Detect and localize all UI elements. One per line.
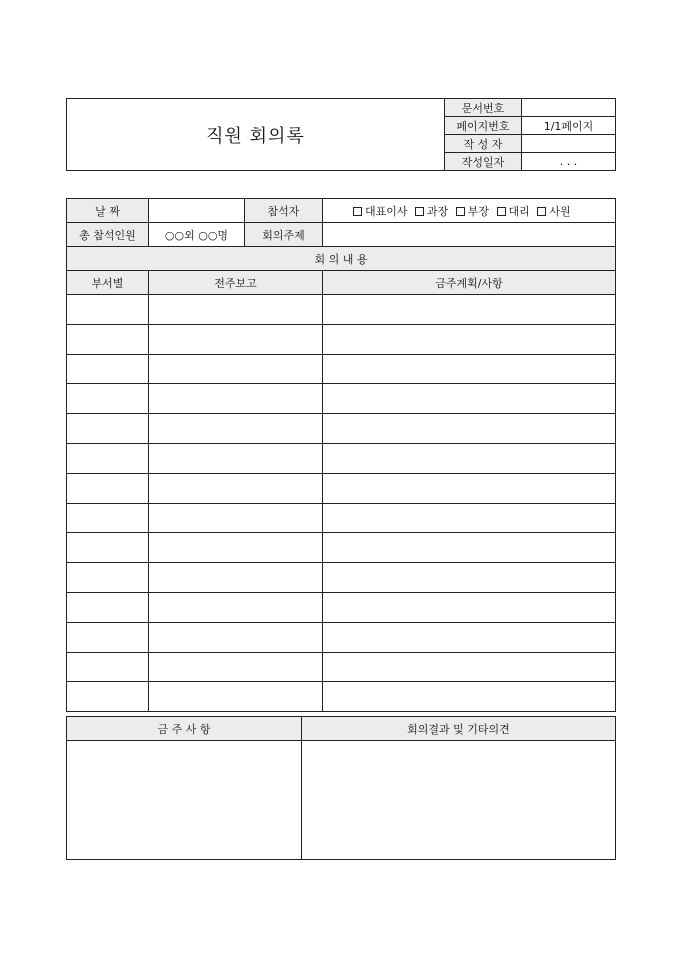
last-week-report-cell[interactable] (149, 652, 323, 682)
meta-label-author: 작 성 자 (445, 135, 522, 153)
this-week-plan-cell[interactable] (323, 592, 616, 622)
this-week-plan-cell[interactable] (323, 295, 616, 325)
table-row (67, 622, 616, 652)
department-cell[interactable] (67, 473, 149, 503)
table-row (67, 503, 616, 533)
table-row (67, 295, 616, 325)
department-cell[interactable] (67, 533, 149, 563)
this-week-plan-cell[interactable] (323, 354, 616, 384)
this-week-plan-cell[interactable] (323, 443, 616, 473)
attendee-option-staff[interactable]: 사원 (537, 205, 570, 218)
checkbox-icon[interactable] (497, 207, 506, 216)
last-week-report-cell[interactable] (149, 592, 323, 622)
table-row (67, 414, 616, 444)
this-week-plan-cell[interactable] (323, 563, 616, 593)
this-week-plan-cell[interactable] (323, 503, 616, 533)
meeting-content-title: 회 의 내 용 (67, 247, 616, 271)
meta-value-author[interactable] (522, 135, 616, 153)
attendees-label: 참석자 (245, 199, 323, 223)
last-week-report-cell[interactable] (149, 563, 323, 593)
department-cell[interactable] (67, 563, 149, 593)
column-header-last-week: 전주보고 (149, 271, 323, 295)
attendee-option-assistant-manager[interactable]: 대리 (497, 205, 530, 218)
meta-label-doc-number: 문서번호 (445, 99, 522, 117)
last-week-report-cell[interactable] (149, 324, 323, 354)
meta-value-doc-number[interactable] (522, 99, 616, 117)
meeting-rows (67, 295, 616, 712)
table-row (67, 443, 616, 473)
last-week-report-cell[interactable] (149, 443, 323, 473)
table-row (67, 592, 616, 622)
date-label: 날 짜 (67, 199, 149, 223)
this-week-plan-cell[interactable] (323, 414, 616, 444)
meta-label-page-number: 페이지번호 (445, 117, 522, 135)
attendee-option-manager[interactable]: 과장 (415, 205, 448, 218)
attendee-option-general-manager[interactable]: 부장 (456, 205, 489, 218)
this-week-plan-cell[interactable] (323, 384, 616, 414)
last-week-report-cell[interactable] (149, 503, 323, 533)
attendee-option-ceo[interactable]: 대표이사 (353, 205, 408, 218)
department-cell[interactable] (67, 443, 149, 473)
date-value[interactable] (149, 199, 245, 223)
department-cell[interactable] (67, 324, 149, 354)
table-row (67, 682, 616, 712)
checkbox-icon[interactable] (353, 207, 362, 216)
meta-value-created-date[interactable]: . . . (522, 153, 616, 171)
table-row (67, 324, 616, 354)
this-week-plan-cell[interactable] (323, 622, 616, 652)
this-week-plan-cell[interactable] (323, 682, 616, 712)
table-row (67, 533, 616, 563)
department-cell[interactable] (67, 354, 149, 384)
table-row (67, 354, 616, 384)
this-week-plan-cell[interactable] (323, 533, 616, 563)
checkbox-icon[interactable] (415, 207, 424, 216)
column-header-department: 부서별 (67, 271, 149, 295)
column-header-this-week: 금주계획/사항 (323, 271, 616, 295)
last-week-report-cell[interactable] (149, 414, 323, 444)
department-cell[interactable] (67, 384, 149, 414)
attendee-options (323, 199, 616, 223)
meeting-table (66, 198, 616, 712)
last-week-report-cell[interactable] (149, 354, 323, 384)
checkbox-icon[interactable] (456, 207, 465, 216)
meta-value-page-number: 1/1페이지 (522, 117, 616, 135)
department-cell[interactable] (67, 652, 149, 682)
table-row (67, 384, 616, 414)
notes-table (66, 716, 616, 860)
last-week-report-cell[interactable] (149, 384, 323, 414)
department-cell[interactable] (67, 295, 149, 325)
this-week-notes-title: 금 주 사 항 (67, 717, 302, 741)
last-week-report-cell[interactable] (149, 295, 323, 325)
department-cell[interactable] (67, 414, 149, 444)
total-attendees-value[interactable]: ○○외 ○○명 (149, 223, 245, 247)
this-week-plan-cell[interactable] (323, 324, 616, 354)
checkbox-icon[interactable] (537, 207, 546, 216)
topic-value[interactable] (323, 223, 616, 247)
page-title: 직원 회의록 (67, 99, 445, 171)
meeting-results-title: 회의결과 및 기타의견 (302, 717, 616, 741)
topic-label: 회의주제 (245, 223, 323, 247)
department-cell[interactable] (67, 503, 149, 533)
last-week-report-cell[interactable] (149, 682, 323, 712)
last-week-report-cell[interactable] (149, 533, 323, 563)
table-row (67, 473, 616, 503)
table-row (67, 563, 616, 593)
last-week-report-cell[interactable] (149, 622, 323, 652)
department-cell[interactable] (67, 682, 149, 712)
meeting-results-area[interactable] (302, 741, 616, 860)
meta-label-created-date: 작성일자 (445, 153, 522, 171)
table-row (67, 652, 616, 682)
document-header (66, 98, 616, 171)
this-week-plan-cell[interactable] (323, 473, 616, 503)
department-cell[interactable] (67, 592, 149, 622)
total-attendees-label: 총 참석인원 (67, 223, 149, 247)
this-week-plan-cell[interactable] (323, 652, 616, 682)
last-week-report-cell[interactable] (149, 473, 323, 503)
department-cell[interactable] (67, 622, 149, 652)
this-week-notes-area[interactable] (67, 741, 302, 860)
